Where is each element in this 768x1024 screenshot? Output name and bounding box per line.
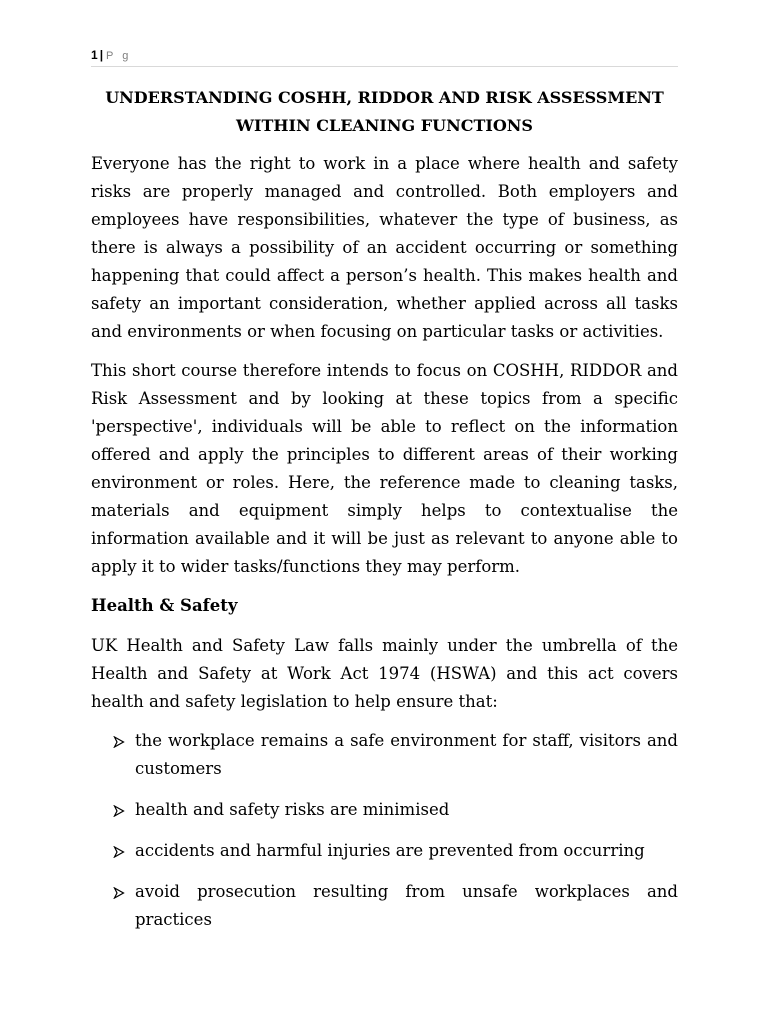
course-paragraph: This short course therefore intends to focus on COSHH, RIDDOR and Risk Assessment and by looking at these topics from a specific 'perspective', individuals will be able to reflect on the information offered and apply the principles to different areas of their working environment or roles. Here, the reference made to cleaning tasks, materials and equipment simply helps to contextualise the information available and it will be just as relevant to anyone able to apply it to wider tasks/functions they may perform. [91, 361, 678, 576]
page-number: 1 [91, 48, 98, 62]
list-item-text: avoid prosecution resulting from unsafe workplaces and practices [135, 882, 678, 929]
section-intro: UK Health and Safety Law falls mainly under the umbrella of the Health and Safety at Work Act 1974 (HSWA) and this act covers health and safety legislation to help ensure that: [91, 636, 678, 711]
list-item [113, 878, 678, 934]
list-item-text: the workplace remains a safe environment for staff, visitors and customers [135, 731, 678, 778]
list-item-text: accidents and harmful injuries are prevented from occurring [135, 841, 645, 860]
arrow-right-icon [113, 736, 125, 748]
intro-paragraph: Everyone has the right to work in a place where health and safety risks are properly managed and controlled. Both employers and employees have responsibilities, whatever the type of business, as there is always a possibility of an accident occurring or something happening that could affect a person’s health. This makes health and safety an important consideration, whether applied across all tasks and environments or when focusing on particular tasks or activities. [91, 154, 678, 341]
page-header [91, 46, 678, 67]
list-item [113, 796, 678, 824]
arrow-right-icon [113, 846, 125, 858]
arrow-right-icon [113, 805, 125, 817]
title-line-1: UNDERSTANDING COSHH, RIDDOR AND RISK ASSESSMENT [105, 88, 664, 107]
page-label: P g [106, 50, 132, 62]
bullet-list [91, 727, 678, 934]
document-body [91, 84, 678, 947]
arrow-right-icon [113, 887, 125, 899]
section-heading: Health & Safety [91, 596, 238, 615]
document-title [91, 84, 678, 140]
list-item [113, 837, 678, 865]
header-separator: | [99, 48, 104, 62]
title-line-2: WITHIN CLEANING FUNCTIONS [236, 116, 533, 135]
list-item-text: health and safety risks are minimised [135, 800, 450, 819]
list-item [113, 727, 678, 783]
